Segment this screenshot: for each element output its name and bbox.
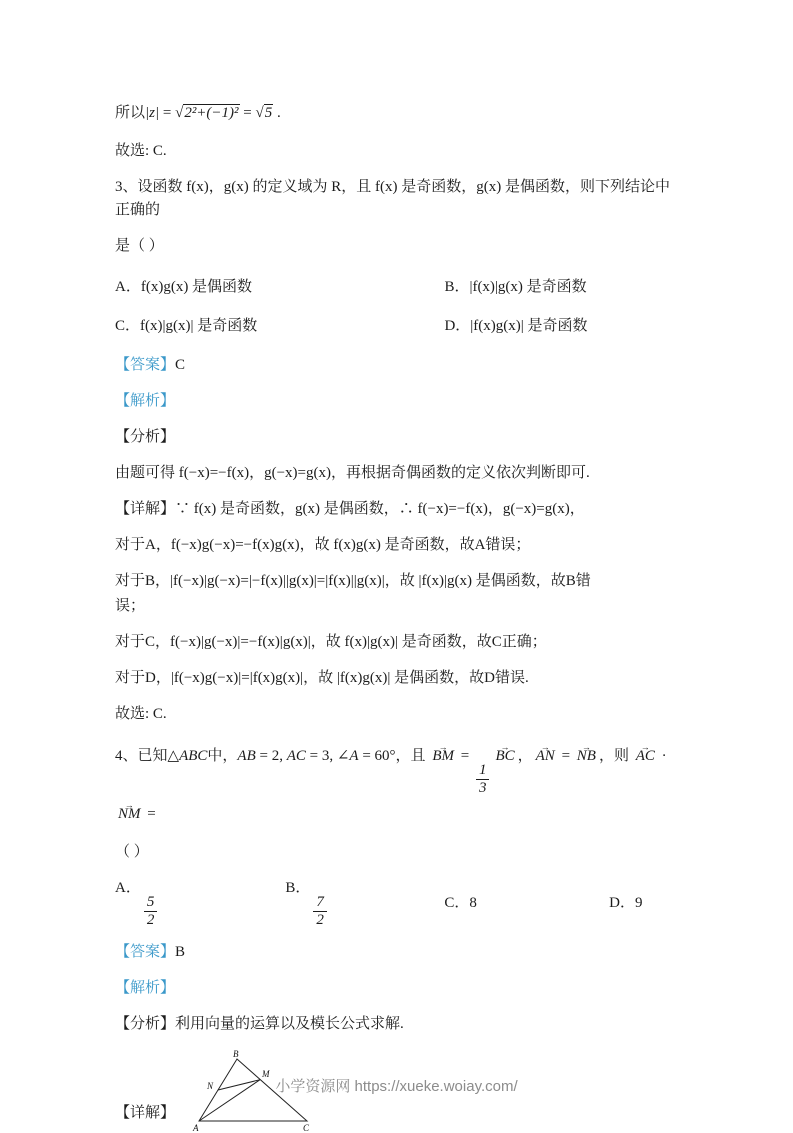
q3-stem-line1: 3、设函数 f(x)，g(x) 的定义域为 R，且 f(x) 是奇函数，g(x) 是偶函数，则下列结论中正确的 [115, 179, 670, 218]
solution-choose-prev: 故选: C. [115, 143, 167, 159]
point-label-M: M [262, 1069, 270, 1079]
q3-case-b-line1: 对于B，|f(−x)|g(−x)=|−f(x)||g(x)|=|f(x)||g(x)|，故 |f(x)|g(x) 是偶函数，故B错 [115, 573, 591, 589]
q3-answer-line [115, 354, 683, 377]
q4-option-b-label: B． [285, 880, 311, 896]
q4-answer-value: B [175, 944, 186, 960]
q3-option-b: B．|f(x)|g(x) 是奇函数 [444, 279, 587, 295]
q3-stem-line2: 是（ ） [115, 238, 164, 254]
fenxi-marker: 【分析】 [115, 1016, 176, 1032]
q3-xiangjie-line [115, 498, 683, 521]
site-footer: 小学资源网 https://xueke.woiay.com/ [275, 1078, 518, 1095]
jiexi-marker: 【解析】 [115, 980, 176, 996]
q3-answer-value: C [175, 357, 186, 373]
solution-line-modulus: 所以|z| = √2²+(−1)² = √5 . [115, 105, 281, 121]
fraction-numerator: 7 [316, 893, 324, 910]
q3-option-c: C．f(x)|g(x)| 是奇函数 [115, 318, 258, 334]
fraction-denominator: 2 [313, 911, 327, 929]
q4-fenxi-text: 利用向量的运算以及模长公式求解. [175, 1016, 404, 1032]
xiangjie-marker: 【详解】 [115, 1105, 176, 1121]
q4-answer-line [115, 941, 683, 964]
answer-marker: 【答案】 [115, 357, 176, 373]
q4-stem-line1: 4、已知△ABC中，AB = 2, AC = 3, ∠A = 60°，且 → BM = $\frac{1}{3}$ → BC ， → AN = → NB ，则 → AC · → NM = [115, 739, 683, 831]
q3-case-a: 对于A，f(−x)g(−x)=−f(x)g(x)，故 f(x)g(x) 是奇函数，故A错误； [115, 537, 531, 553]
q3-fenxi-text: 由题可得 f(−x)=−f(x)，g(−x)=g(x)，再根据奇偶函数的定义依次判断即可. [115, 465, 590, 481]
q3-options-row-1 [115, 276, 683, 299]
q3-choose: 故选: C. [115, 706, 167, 722]
jiexi-marker: 【解析】 [115, 393, 176, 409]
q3-options-row-2 [115, 315, 683, 338]
vertex-label-A: A [193, 1123, 199, 1133]
q4-stem-line2: （ ） [115, 844, 149, 860]
vertex-label-C: C [303, 1123, 310, 1133]
q4-option-b [285, 877, 444, 929]
fraction-denominator: 2 [144, 911, 158, 929]
xiangjie-marker: 【详解】 [115, 501, 176, 517]
fraction-numerator: 5 [146, 893, 155, 910]
q3-option-d: D．|f(x)g(x)| 是奇函数 [444, 318, 588, 334]
q4-jiexi-line [115, 977, 683, 1000]
q3-case-b-line2: 误； [115, 598, 146, 614]
q3-option-a: A．f(x)g(x) 是偶函数 [115, 279, 253, 295]
q3-jiexi-line [115, 390, 683, 413]
q3-xiangjie-text: ∵ f(x) 是奇函数，g(x) 是偶函数，∴ f(−x)=−f(x)，g(−x)=g(x)， [175, 501, 585, 517]
fenxi-marker: 【分析】 [115, 429, 176, 445]
q4-option-b-fraction [313, 894, 327, 930]
q4-option-a [115, 877, 285, 929]
document-body [115, 96, 683, 1133]
q4-option-a-label: A． [115, 880, 141, 896]
q3-case-d: 对于D，|f(−x)g(−x)|=|f(x)g(x)|，故 |f(x)g(x)| 是偶函数，故D错误. [115, 670, 529, 686]
answer-marker: 【答案】 [115, 944, 176, 960]
q4-option-a-fraction [144, 894, 158, 930]
point-label-N: N [207, 1081, 214, 1091]
q3-case-c: 对于C，f(−x)|g(−x)|=−f(x)|g(x)|，故 f(x)|g(x)| 是奇函数，故C正确； [115, 634, 547, 650]
q4-fenxi-line [115, 1013, 683, 1036]
vertex-label-B: B [233, 1049, 239, 1059]
q4-options-row [115, 877, 683, 929]
q3-fenxi-marker-line [115, 426, 683, 449]
q4-option-c: C．8 [444, 894, 477, 911]
q4-option-d: D．9 [609, 894, 643, 911]
